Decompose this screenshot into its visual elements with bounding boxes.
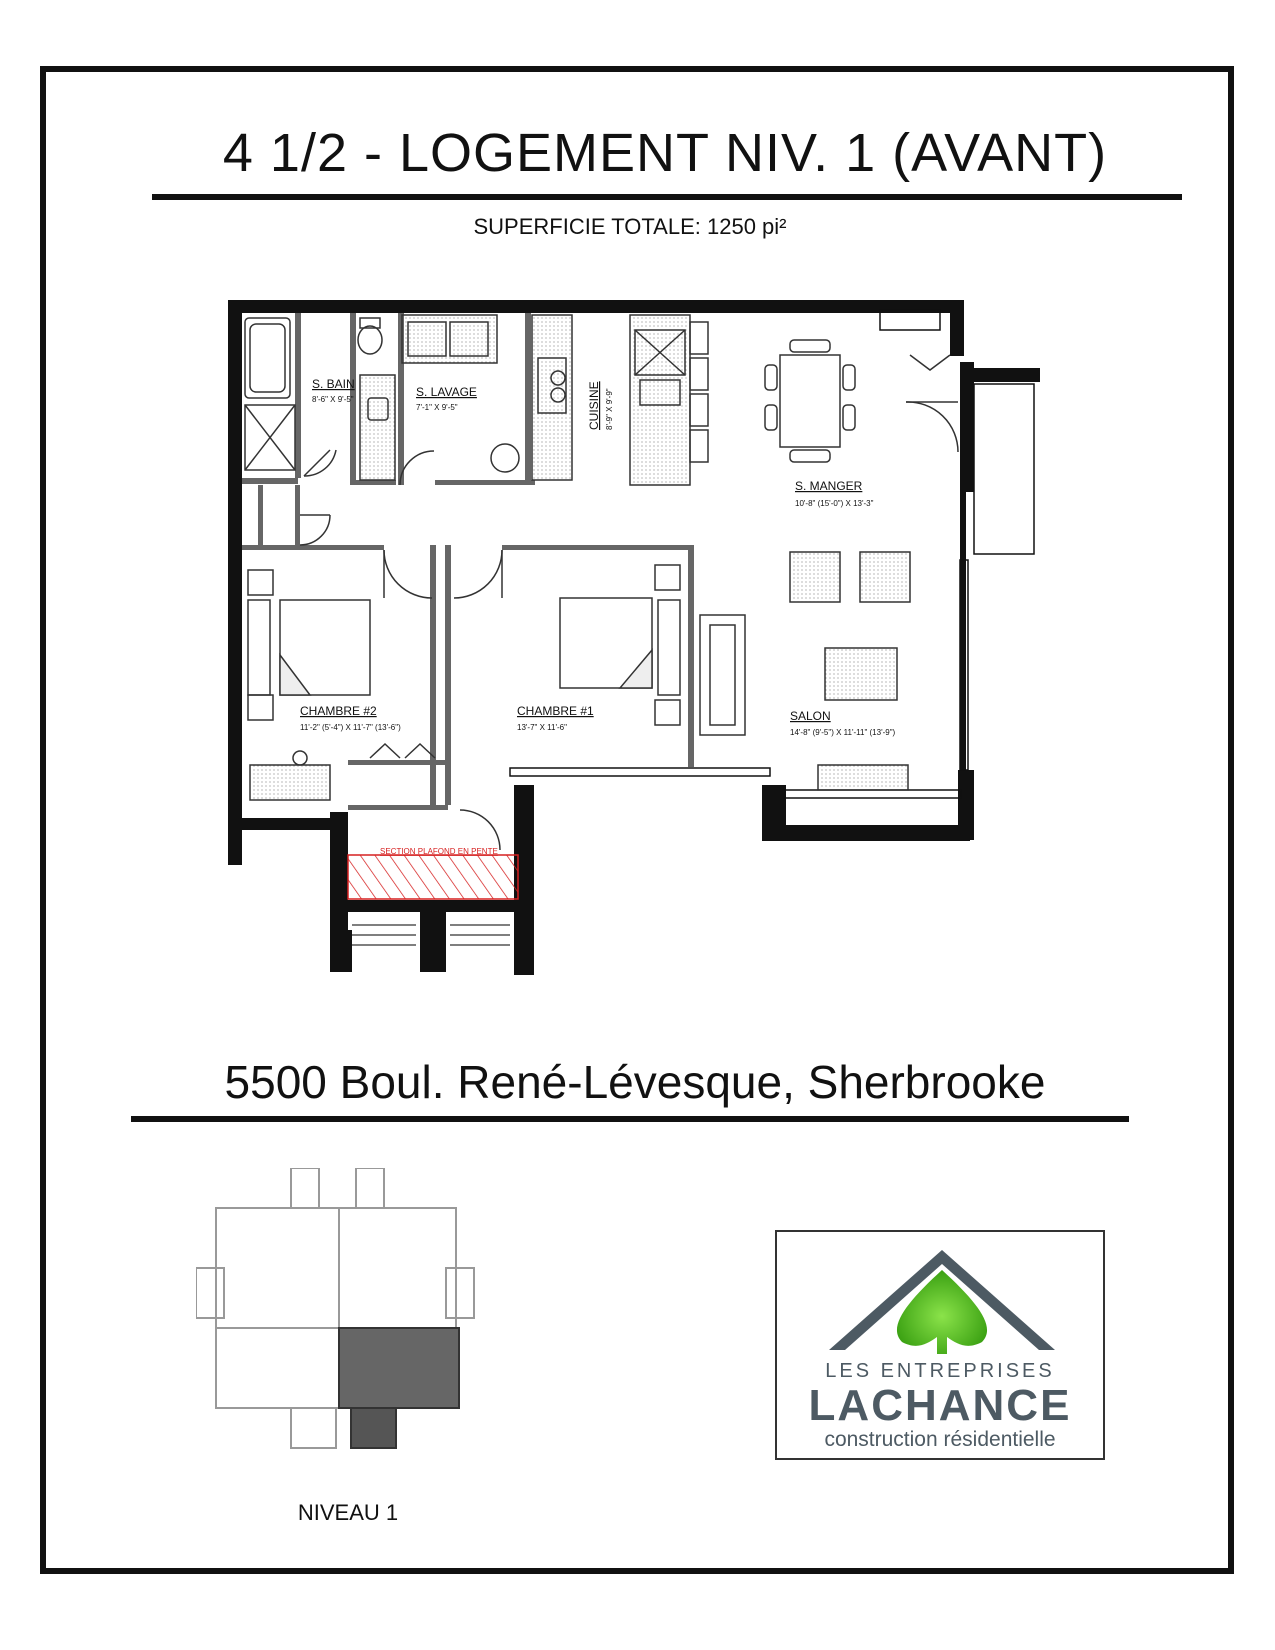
room-pente-name: SECTION PLAFOND EN PENTE xyxy=(380,847,498,856)
room-salon-dims: 14'-8" (9'-5") X 11'-11" (13'-9") xyxy=(790,728,896,737)
logo-line3: construction résidentielle xyxy=(824,1428,1056,1451)
company-logo xyxy=(775,1230,1105,1460)
logo-line2: LACHANCE xyxy=(808,1381,1072,1430)
logo-line1: LES ENTREPRISES xyxy=(825,1360,1055,1382)
living-furniture xyxy=(700,552,910,790)
room-chambre2-name: CHAMBRE #2 xyxy=(300,704,377,718)
room-chambre1-name: CHAMBRE #1 xyxy=(517,704,594,718)
key-plan-highlight xyxy=(339,1328,459,1408)
room-salon-name: SALON xyxy=(790,709,831,723)
address-underline xyxy=(131,1116,1129,1122)
room-manger-name: S. MANGER xyxy=(795,479,863,493)
entry-stairs xyxy=(330,900,534,970)
key-plan-label: NIVEAU 1 xyxy=(297,1500,399,1525)
key-plan xyxy=(196,1168,486,1458)
room-cuisine-name: CUISINE xyxy=(587,381,601,430)
room-cuisine-dims: 8'-9" X 9'-9" xyxy=(605,388,614,430)
bedroom-furniture xyxy=(248,565,680,800)
address: 5500 Boul. René-Lévesque, Sherbrooke xyxy=(224,1056,1046,1108)
logo-house-mark xyxy=(777,1232,1107,1362)
sloped-ceiling-hatch xyxy=(348,855,518,899)
dining-table xyxy=(765,340,855,462)
room-manger-dims: 10'-8" (15'-0") X 13'-3" xyxy=(795,499,874,508)
floor-plan xyxy=(220,300,1090,1020)
room-chambre1-dims: 13'-7" X 11'-6" xyxy=(517,723,567,732)
room-bain-name: S. BAIN xyxy=(312,377,355,391)
room-chambre2-dims: 11'-2" (5'-4") X 11'-7" (13'-6") xyxy=(300,723,401,732)
total-area: SUPERFICIE TOTALE: 1250 pi² xyxy=(473,214,787,239)
room-bain-dims: 8'-6" X 9'-5" xyxy=(312,395,354,404)
page-title: 4 1/2 - LOGEMENT NIV. 1 (AVANT) xyxy=(222,123,1108,183)
kitchen-laundry-fixtures xyxy=(402,315,708,485)
title-underline xyxy=(152,194,1182,200)
room-lavage-dims: 7'-1" X 9'-5" xyxy=(416,403,458,412)
room-lavage-name: S. LAVAGE xyxy=(416,385,477,399)
